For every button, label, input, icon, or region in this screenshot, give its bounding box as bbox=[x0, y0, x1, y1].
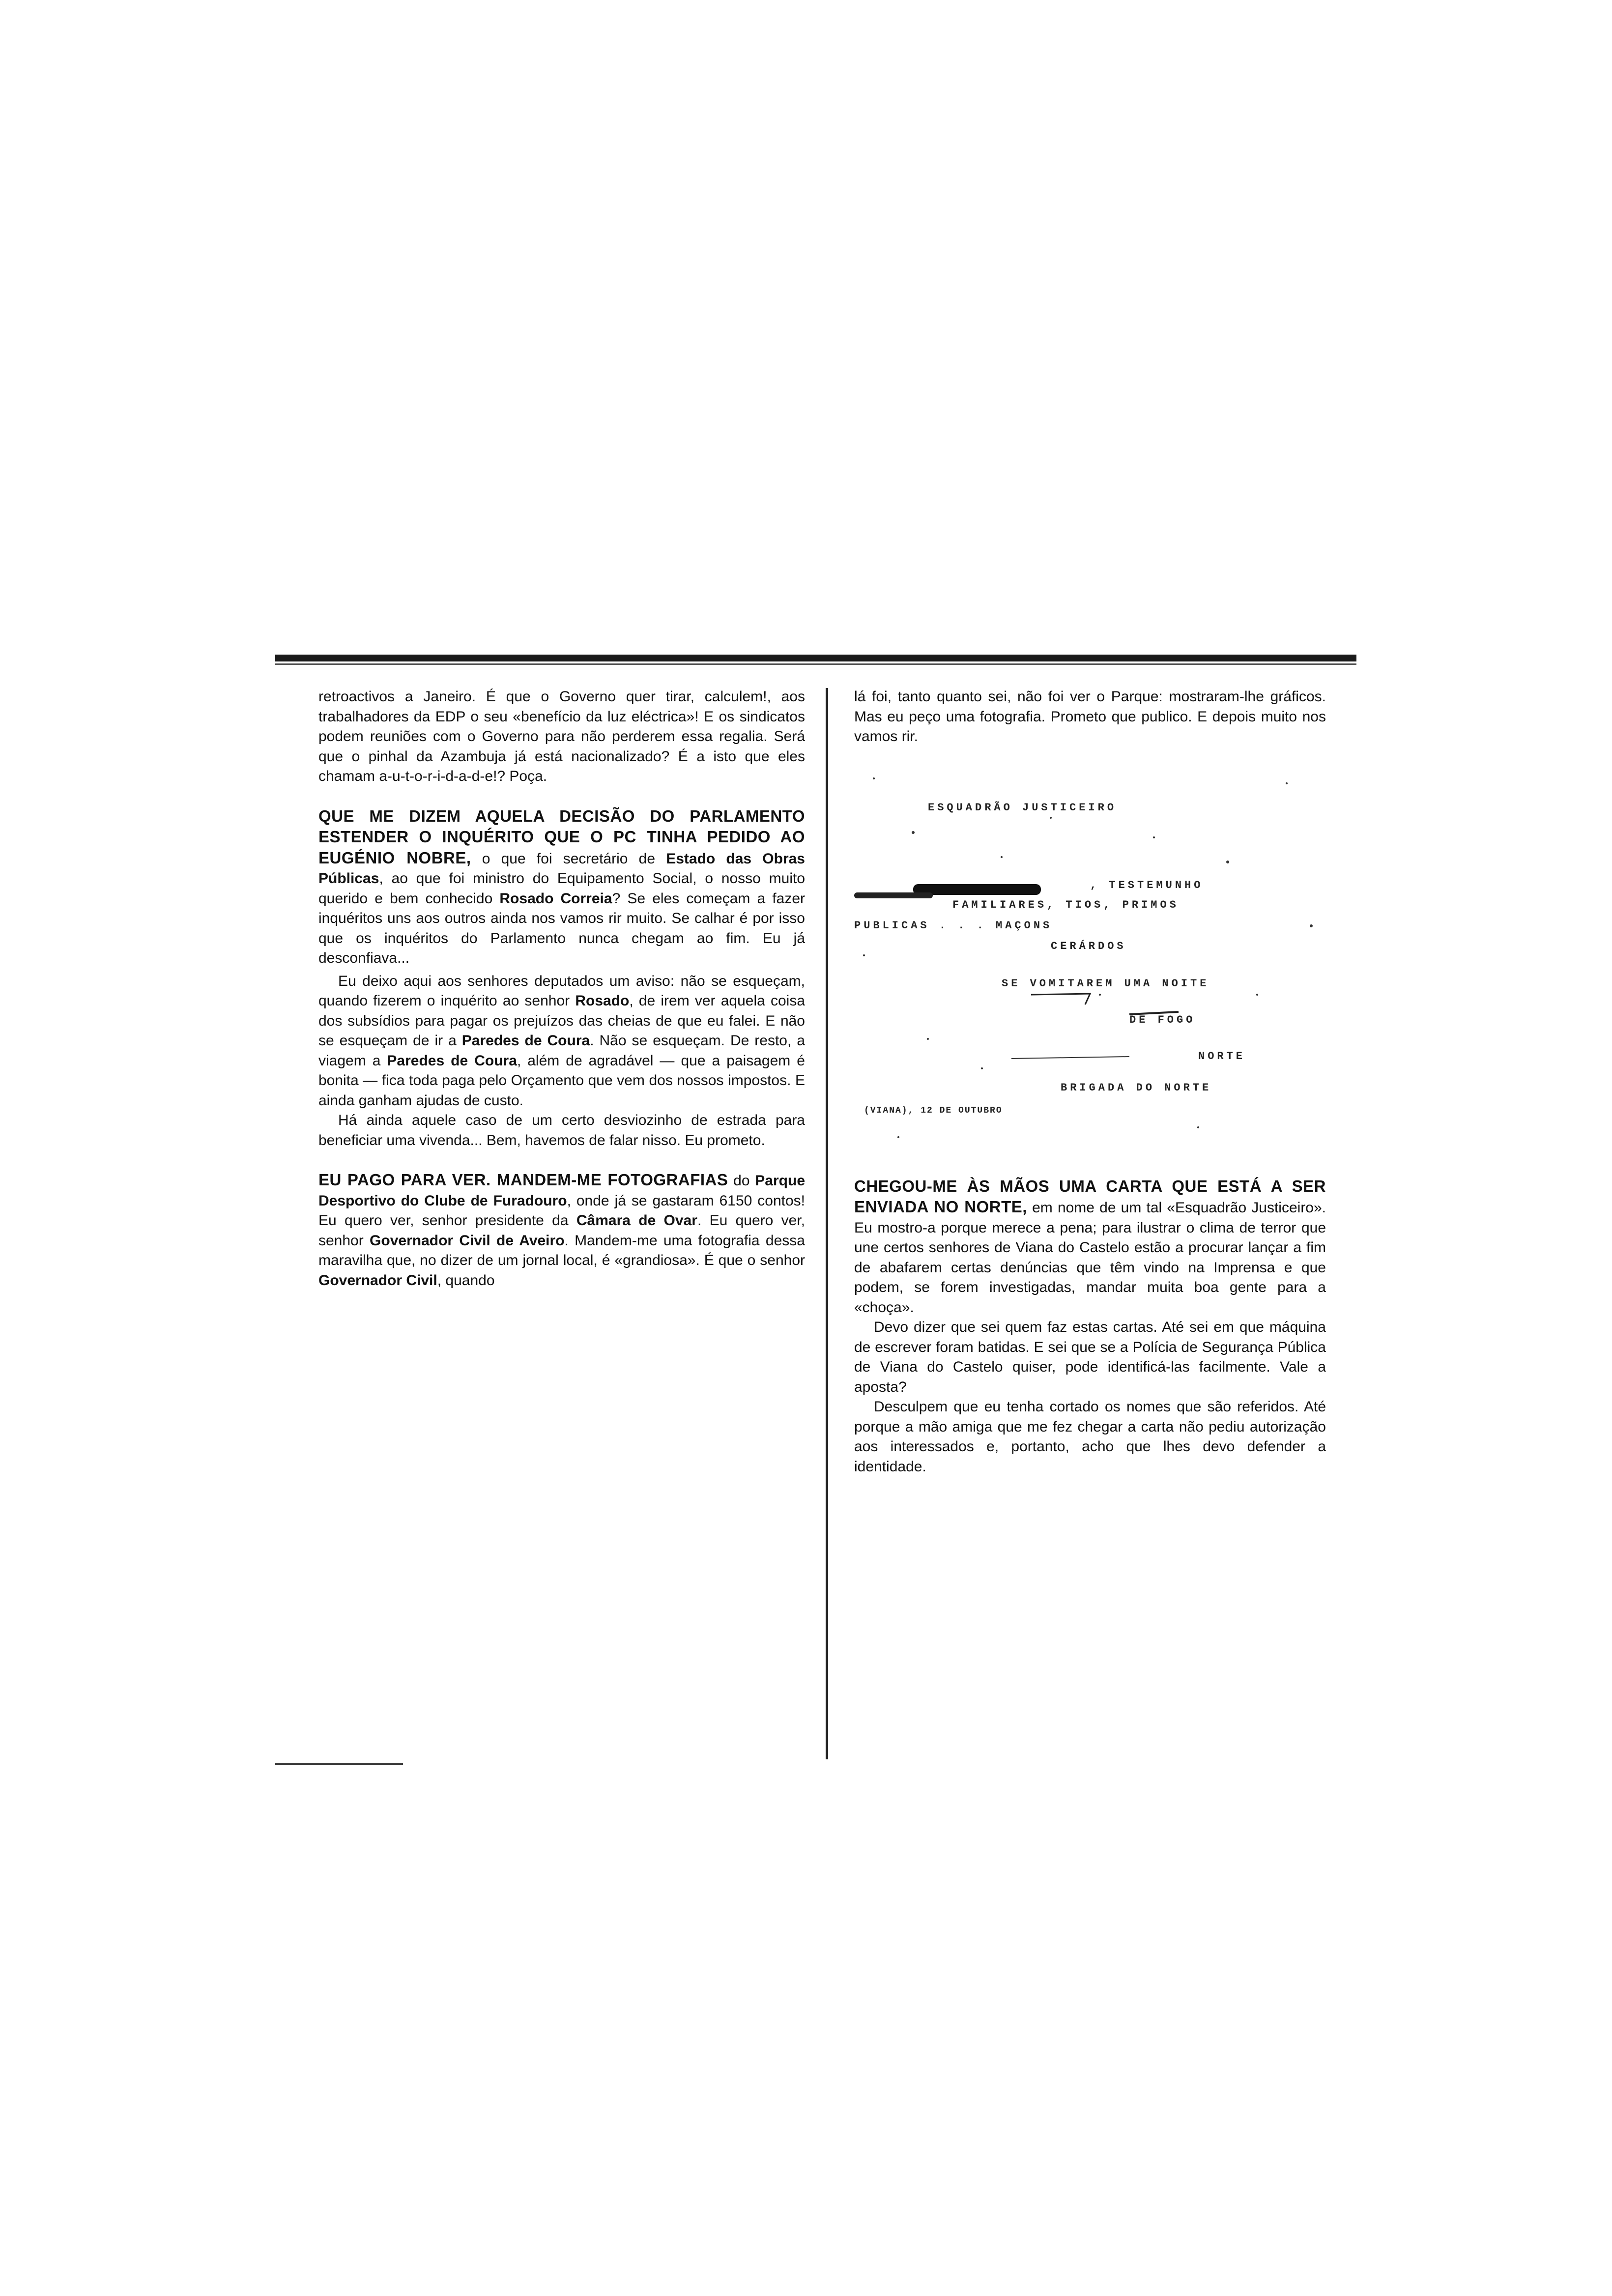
letter-line: , TESTEMUNHO bbox=[1090, 879, 1204, 891]
paragraph-aviso: Eu deixo aqui aos senhores deputados um aviso: não se esqueçam, quando fizerem o inquérito ao senhor Rosado, de irem ver aquela coisa dos subsídios para pagar os prejuízos das cheias de que eu falei. E não se esqueçam de ir a Paredes de Coura. Não se esqueçam. De resto, a viagem a Paredes de Coura, além de agradável — que a paisagem é bonita — fica toda paga pelo Orçamento que vem dos nossos impostos. E ainda ganham ajudas de custo. bbox=[318, 973, 806, 1109]
left-column bbox=[318, 687, 805, 1291]
top-rule-thin bbox=[275, 663, 1356, 665]
top-rule bbox=[275, 655, 1356, 661]
section-heading-carta: CHEGOU-ME ÀS MÃOS UMA CARTA QUE ESTÁ A SER ENVIADA NO NORTE, bbox=[854, 1177, 1326, 1216]
paragraph-desviozinho: Há ainda aquele caso de um certo desviozinho de estrada para beneficiar uma vivenda... Bem, havemos de falar nisso. Eu prometo. bbox=[318, 1112, 805, 1148]
paragraph-desculpem: Desculpem que eu tenha cortado os nomes que são referidos. Até porque a mão amiga que me fez chegar a carta não pediu autorização aos interessados e, portanto, acho que lhes devo defender a identidade. bbox=[854, 1399, 1326, 1475]
letter-line: FAMILIARES, TIOS, PRIMOS bbox=[952, 898, 1179, 911]
paragraph-fotografias: EU PAGO PARA VER. MANDEM-ME FOTOGRAFIAS do Parque Desportivo do Clube de Furadouro, onde já se gastaram 6150 contos! Eu quero ver, senhor presidente da Câmara de Ovar. Eu quero ver, senhor Governador Civil de Aveiro. Mandem-me uma fotografia dessa maravilha que, no dizer de um jornal local, é «grandiosa». É que o senhor Governador Civil, quando bbox=[318, 1171, 806, 1289]
paragraph-inquerito: QUE ME DIZEM AQUELA DECISÃO DO PARLAMENTO ESTENDER O INQUÉRITO QUE O PC TINHA PEDIDO AO EUGÉNIO NOBRE, o que foi secretário de Estado das Obras Públicas, ao que foi ministro do Equipamento Social, o nosso muito querido e bem conhecido Rosado Correia? Se eles começam a fazer inquéritos uns aos outros ainda nos vamos rir muito. Se calhar é por isso que os inquéritos do Parlamento nunca chegam ao fim. Eu já desconfiava... bbox=[318, 806, 806, 966]
letter-line: ESQUADRÃO JUSTICEIRO bbox=[928, 801, 1117, 814]
letter-line: NORTE bbox=[1198, 1050, 1246, 1062]
section-heading-fotografias: EU PAGO PARA VER. MANDEM-ME FOTOGRAFIAS bbox=[318, 1171, 728, 1189]
redaction-mark bbox=[913, 884, 1041, 895]
letter-line: DE FOGO bbox=[1129, 1013, 1196, 1026]
letter-line: SE VOMITAREM UMA NOITE bbox=[1002, 977, 1209, 990]
column-divider bbox=[826, 688, 828, 1759]
reproduced-letter bbox=[854, 764, 1326, 1157]
paragraph-maquina: Devo dizer que sei quem faz estas cartas. Até sei em que máquina de escrever foram batidas. E sei que se a Polícia de Segurança Pública de Viana do Castelo quiser, pode identificá-las facilmente. Vale a aposta? bbox=[854, 1319, 1326, 1395]
redaction-mark bbox=[854, 892, 933, 898]
section-heading-inquerito: QUE ME DIZEM AQUELA DECISÃO DO PARLAMENTO ESTENDER O INQUÉRITO QUE O PC TINHA PEDIDO AO EUGÉNIO NOBRE, bbox=[318, 806, 805, 867]
letter-line: (VIANA), 12 DE OUTUBRO bbox=[864, 1105, 1003, 1116]
letter-line: CERÁRDOS bbox=[1051, 940, 1126, 952]
paragraph-retroactivos: retroactivos a Janeiro. É que o Governo quer tirar, calculem!, aos trabalhadores da EDP o seu «benefício da luz eléctrica»! E os sindicatos podem reuniões com o Governo para não perderem essa regalia. Será que o pinhal da Azambuja já está nacionalizado? É a isto que eles chamam a-u-t-o-r-i-d-a-d-e!? Poça. bbox=[318, 689, 805, 784]
bottom-rule bbox=[275, 1763, 403, 1765]
right-column bbox=[854, 687, 1326, 1477]
paragraph-carta: CHEGOU-ME ÀS MÃOS UMA CARTA QUE ESTÁ A SER ENVIADA NO NORTE, em nome de um tal «Esquadrão Justiceiro». Eu mostro-a porque merece a pena; para ilustrar o clima de terror que une certos senhores de Viana do Castelo estão a procurar lançar a fim de abafarem certas denúncias que têm vindo na Imprensa e que podem, se forem investigadas, mandar muita boa gente para a «choça». bbox=[854, 1177, 1326, 1316]
letter-line: BRIGADA DO NORTE bbox=[1061, 1081, 1212, 1094]
paragraph-parque: lá foi, tanto quanto sei, não foi ver o Parque: mostraram-lhe gráficos. Mas eu peço uma fotografia. Prometo que publico. E depois muito nos vamos rir. bbox=[854, 689, 1326, 745]
letter-line: PUBLICAS . . . MAÇONS bbox=[854, 919, 1053, 932]
